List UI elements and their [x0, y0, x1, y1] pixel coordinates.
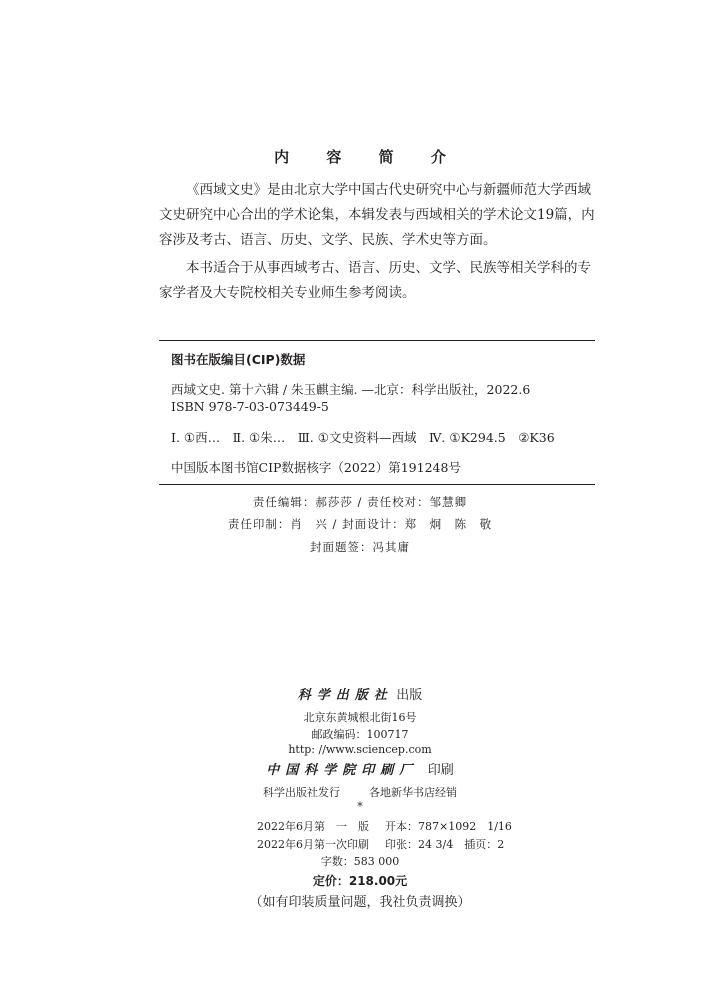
credits-cover-title: 封面题签：冯其庸 — [310, 540, 410, 554]
printer-logo: 中国科学院印刷厂 — [266, 763, 419, 778]
format-info: 开本：787×1092 1/16 — [385, 820, 512, 833]
intro-paragraph-2 — [159, 256, 595, 306]
credits-editor: 责任编辑：郝莎莎 / 责任校对：邹慧卿 — [252, 495, 468, 509]
publisher-url: http: //www.sciencep.com — [288, 743, 432, 756]
publisher-line — [0, 684, 720, 703]
separator-star: * — [357, 800, 363, 813]
edition-info: 2022年6月第 一 版 — [257, 820, 369, 833]
cip-heading: 图书在版编目(CIP)数据 — [171, 352, 306, 367]
credits-production: 责任印制：肖 兴 / 封面设计：郑 炯 陈 敬 — [227, 517, 493, 531]
publisher-suffix: 出版 — [396, 688, 423, 703]
price: 定价：218.00元 — [312, 874, 408, 888]
intro-p2-line-1: 本书适合于从事西域考古、语言、历史、文学、民族等相关学科的专 — [186, 260, 591, 276]
cip-classification: Ⅰ. ①西… Ⅱ. ①朱… Ⅲ. ①文史资料—西域 Ⅳ. ①K294.5 ②K36 — [171, 430, 555, 445]
cip-top-rule — [159, 340, 595, 341]
printing-info: 2022年6月第一次印刷 — [257, 838, 369, 851]
cip-number: 中国版本图书馆CIP数据核字（2022）第191248号 — [171, 460, 461, 475]
intro-p1-line-1: 《西域文史》是由北京大学中国古代史研究中心与新疆师范大学西域 — [186, 182, 591, 198]
intro-p1-line-2: 文史研究中心合出的学术论集，本辑发表与西域相关的学术论文19篇，内 — [159, 207, 595, 223]
cip-isbn: ISBN 978-7-03-073449-5 — [171, 399, 329, 414]
distribution-stores: 各地新华书店经销 — [369, 786, 457, 799]
intro-title: 内 容 简 介 — [274, 148, 462, 166]
sheets-info: 印张：24 3/4 插页：2 — [385, 838, 505, 851]
publisher-address: 北京东黄城根北街16号 — [303, 711, 417, 724]
publisher-postcode: 邮政编码：100717 — [311, 728, 409, 741]
distribution-line — [0, 784, 720, 800]
intro-p1-line-3: 容涉及考古、语言、历史、文学、民族、学术史等方面。 — [159, 232, 497, 248]
cip-bottom-rule — [159, 484, 595, 485]
intro-paragraph-1 — [159, 178, 595, 253]
cip-bib-line: 西域文史. 第十六辑 / 朱玉麒主编. —北京：科学出版社，2022.6 — [171, 382, 531, 397]
printer-line — [0, 759, 720, 778]
publisher-logo: 科学出版社 — [297, 688, 393, 703]
intro-p2-line-2: 家学者及大专院校相关专业师生参考阅读。 — [159, 285, 416, 301]
quality-note: （如有印装质量问题，我社负责调换） — [249, 895, 471, 910]
distribution-publisher: 科学出版社发行 — [263, 786, 340, 799]
word-count: 字数：583 000 — [320, 855, 400, 868]
printer-suffix: 印刷 — [427, 763, 454, 778]
